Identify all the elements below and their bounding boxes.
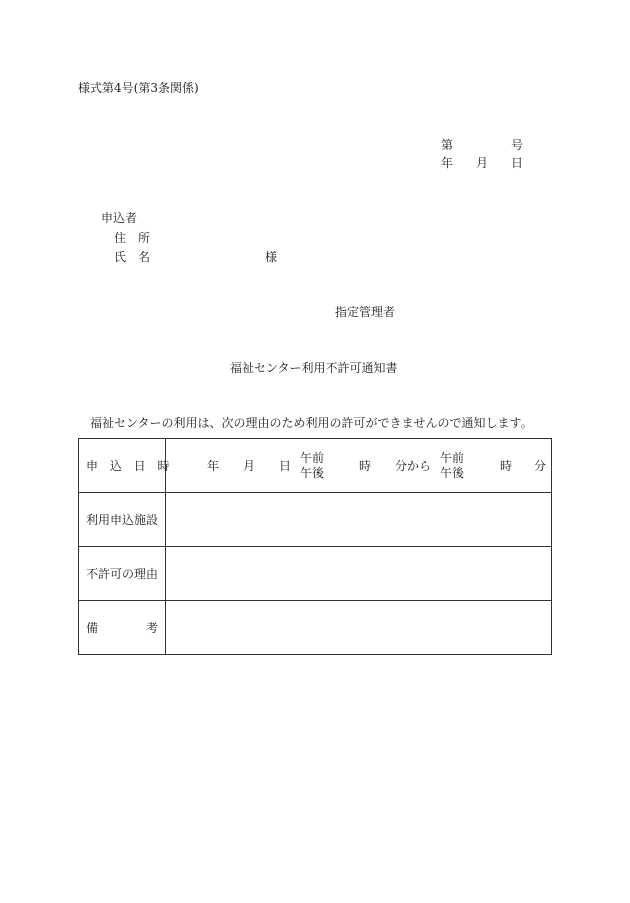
date-year: 年 bbox=[441, 156, 454, 170]
datetime-value-cell[interactable] bbox=[166, 439, 552, 493]
table-row-facility bbox=[79, 493, 552, 547]
reason-value-cell[interactable] bbox=[166, 547, 552, 601]
issuer-label: 指定管理者 bbox=[335, 305, 396, 319]
table-row-remarks bbox=[79, 601, 552, 655]
dt-month: 月 bbox=[243, 459, 256, 473]
dt-day: 日 bbox=[279, 459, 292, 473]
dt-hour-2: 時 bbox=[500, 459, 513, 473]
dt-pm-1: 午後 bbox=[300, 466, 325, 480]
row-label-reason: 不許可の理由 bbox=[86, 567, 159, 581]
application-table bbox=[78, 438, 552, 655]
label-cell bbox=[79, 547, 166, 601]
date-month: 月 bbox=[476, 156, 489, 170]
applicant-label: 申込者 bbox=[101, 211, 138, 225]
address-label: 住 所 bbox=[114, 231, 151, 245]
row-label-datetime: 申 込 日 時 bbox=[86, 459, 174, 473]
date-day: 日 bbox=[511, 156, 524, 170]
row-label-facility: 利用申込施設 bbox=[86, 513, 159, 527]
form-number: 様式第4号(第3条関係) bbox=[78, 81, 199, 95]
dt-pm-2: 午後 bbox=[440, 466, 465, 480]
label-cell bbox=[79, 439, 174, 493]
dt-am-2: 午前 bbox=[440, 451, 465, 465]
dt-hour-1: 時 bbox=[359, 459, 372, 473]
row-label-remarks-left: 備 bbox=[86, 621, 99, 635]
body-text: 福祉センターの利用は、次の理由のため利用の許可ができませんので通知します。 bbox=[90, 416, 533, 430]
dt-year: 年 bbox=[207, 459, 220, 473]
remarks-value-cell[interactable] bbox=[166, 601, 552, 655]
table-row-datetime bbox=[79, 439, 552, 493]
document-title: 福祉センター利用不許可通知書 bbox=[230, 361, 398, 375]
dt-minute-2: 分 bbox=[534, 459, 547, 473]
dt-minute-from: 分から bbox=[395, 459, 432, 473]
honorific: 様 bbox=[265, 250, 278, 264]
label-cell bbox=[79, 601, 166, 655]
facility-value-cell[interactable] bbox=[166, 493, 552, 547]
doc-number-prefix: 第 bbox=[441, 138, 454, 152]
table-row-reason bbox=[79, 547, 552, 601]
row-label-remarks-right: 考 bbox=[146, 621, 159, 635]
label-cell bbox=[79, 493, 166, 547]
name-label: 氏 名 bbox=[114, 250, 151, 264]
dt-am-1: 午前 bbox=[300, 451, 325, 465]
doc-number-suffix: 号 bbox=[511, 138, 524, 152]
